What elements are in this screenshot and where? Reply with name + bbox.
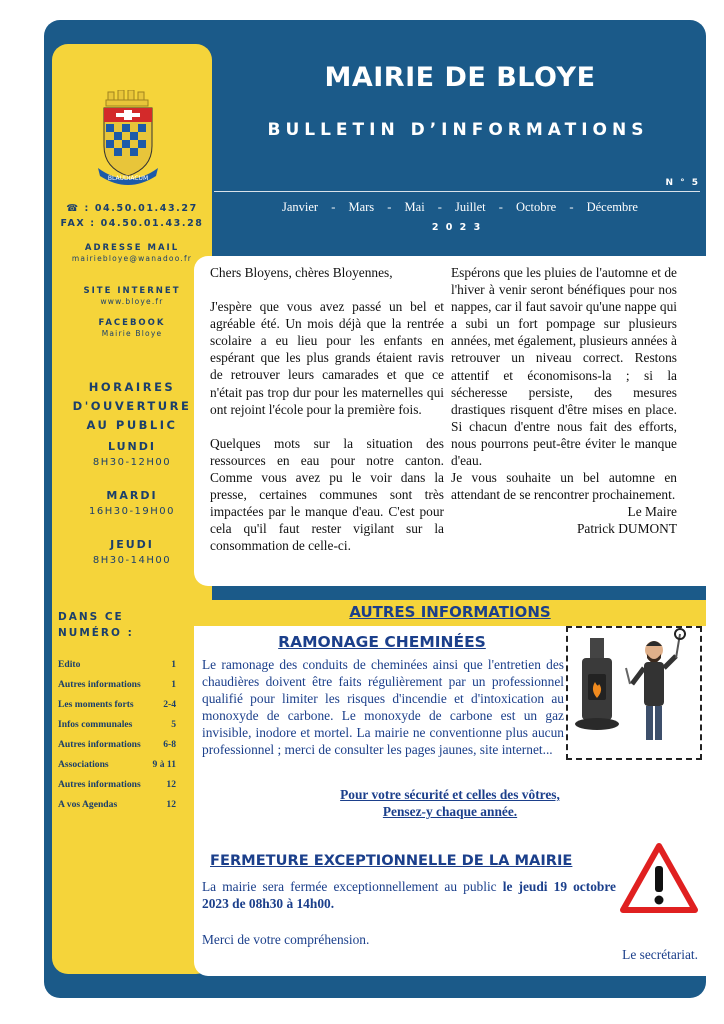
- logo-motto: BLAUDIACUM: [107, 175, 149, 182]
- month-label: Décembre: [586, 200, 638, 214]
- month-separator: -: [498, 200, 503, 214]
- toc-item-label: Autres informations: [58, 739, 141, 750]
- toc-item-label: Infos communales: [58, 719, 133, 730]
- page-subtitle: BULLETIN D’INFORMATIONS: [267, 120, 649, 140]
- publication-year: 2 0 2 3: [431, 222, 483, 233]
- closure-date: le jeudi 19 octobre 2023 de 08h30 à 14h00.: [202, 879, 616, 912]
- hours-title-line: D'OUVERTURE: [72, 399, 192, 413]
- month-separator: -: [331, 200, 336, 214]
- month-label: Juillet: [455, 200, 486, 214]
- page-title: MAIRIE DE BLOYE: [324, 62, 596, 93]
- fax-number: FAX : 04.50.01.43.28: [60, 218, 204, 229]
- publication-months: [282, 200, 638, 215]
- toc-item-page: 6-8: [163, 739, 176, 750]
- month-label: Octobre: [515, 200, 557, 214]
- toc-item-label: Associations: [58, 759, 109, 770]
- section-heading: AUTRES INFORMATIONS: [349, 603, 551, 621]
- safety-reminder: [250, 786, 650, 820]
- editorial-paragraph: Je vous souhaite un bel automne en attendant de se rencontrer prochainement.: [451, 470, 677, 503]
- warning-icon: [619, 842, 699, 914]
- toc-item[interactable]: [58, 797, 176, 817]
- editorial-paragraph: J'espère que vous avez passé un bel et agréable été. Un mois déjà que la rentrée scolaire a eu lieu pour les enfants en espérant que les plus grands étaient ravis de retrouver leurs camarades et que ce n'était pas trop dur pour les maternelles qui ont rejoint l'école pour la première fois.: [210, 299, 444, 417]
- toc-item-label: Les moments forts: [58, 699, 134, 710]
- editorial-paragraph: Espérons que les pluies de l'automne et de l'hiver à venir seront bénéfiques pour nos nappes, car il faut savoir qu'une nappe qui a subi un fort pompage sur plusieurs années, met également, plusieurs années à retrouver un niveau correct. Restons attentif et économisons-la ; si la sécheresse persiste, des mesures drastiques risquent d'être mises en place. Si chacun d'entre nous fait des efforts, nous pourrons peut-être éviter le manque d'eau.: [451, 265, 677, 469]
- month-label: Janvier: [282, 200, 319, 214]
- signature-name: Patrick DUMONT: [576, 521, 677, 537]
- toc-item[interactable]: [58, 777, 176, 797]
- secretariat-signature: Le secrétariat.: [622, 947, 698, 962]
- toc-item-label: Autres informations: [58, 779, 141, 790]
- toc-title-line: DANS CE: [58, 611, 124, 623]
- ramonage-text: Le ramonage des conduits de cheminées ainsi que l'entretien des chaudières doivent être faits régulièrement par un professionnel qualifié pour limiter les risques d'incendie et d'intoxication au monoxyde de carbone. Le monoxyde de carbone est un gaz invisible, inodore et mortel. La mairie ne conventionne plus aucun professionnel ; merci de consulter les pages jaunes, site internet...: [202, 657, 564, 758]
- toc-item-label: Edito: [58, 659, 81, 670]
- hours-title: [52, 378, 212, 435]
- signature-role: Le Maire: [627, 504, 677, 520]
- month-label: Mai: [404, 200, 425, 214]
- closure-text: [202, 878, 616, 913]
- toc-item[interactable]: [58, 717, 176, 737]
- coat-of-arms-logo: [96, 90, 162, 192]
- toc-item[interactable]: [58, 737, 176, 757]
- safety-line: Pensez-y chaque année.: [382, 804, 518, 819]
- toc-item-page: 5: [171, 719, 176, 730]
- phone-number: ☎ : 04.50.01.43.27: [66, 203, 198, 214]
- email-address[interactable]: mairiebloye@wanadoo.fr: [71, 254, 193, 263]
- toc-item-label: Autres informations: [58, 679, 141, 690]
- editorial-column-right: [451, 264, 677, 538]
- issue-number: N ° 5: [665, 178, 700, 188]
- toc-title-line: NUMÉRO :: [58, 627, 134, 639]
- hours-day: MARDI: [106, 489, 158, 502]
- toc-item[interactable]: [58, 697, 176, 717]
- website-link[interactable]: www.bloye.fr: [100, 297, 164, 306]
- facebook-label: FACEBOOK: [98, 318, 166, 328]
- website-label: SITE INTERNET: [83, 286, 181, 296]
- toc-item-page: 12: [166, 799, 176, 810]
- toc-item-label: A vos Agendas: [58, 799, 118, 810]
- toc-item-page: 1: [171, 679, 176, 690]
- editorial-paragraph: Quelques mots sur la situation des ressources en eau pour notre canton. Comme vous avez pu le voir dans la presse, certaines communes sont très impactées par le manque d'eau. C'est pour cela qu'il faut rester vigilant sur la consommation de celle-ci.: [210, 435, 444, 554]
- thanks-text: Merci de votre compréhension.: [202, 932, 370, 947]
- month-separator: -: [437, 200, 442, 214]
- facebook-link[interactable]: Mairie Bloye: [101, 329, 163, 338]
- hours-title-line: HORAIRES: [88, 380, 176, 394]
- toc-title: [58, 609, 134, 641]
- toc-item[interactable]: [58, 657, 176, 677]
- email-label: ADRESSE MAIL: [84, 243, 180, 253]
- toc-item[interactable]: [58, 677, 176, 697]
- safety-line: Pour votre sécurité et celles des vôtres,: [340, 787, 560, 802]
- hours-time: 8H30-14H00: [92, 555, 172, 566]
- month-label: Mars: [348, 200, 375, 214]
- hours-time: 8H30-12H00: [92, 457, 172, 468]
- table-of-contents: [58, 657, 176, 817]
- header-divider: [214, 191, 700, 192]
- closure-heading: FERMETURE EXCEPTIONNELLE DE LA MAIRIE: [210, 852, 573, 869]
- editorial-column-left: [210, 264, 444, 554]
- chimney-sweep-illustration: [566, 626, 702, 760]
- closure-text-main: La mairie sera fermée exceptionnellement au public: [202, 879, 497, 894]
- editorial-greeting: Chers Bloyens, chères Bloyennes,: [210, 265, 393, 280]
- hours-day: JEUDI: [110, 538, 154, 551]
- toc-item-page: 2-4: [163, 699, 176, 710]
- toc-item-page: 9 à 11: [152, 759, 176, 770]
- month-separator: -: [387, 200, 392, 214]
- toc-item-page: 1: [171, 659, 176, 670]
- hours-time: 16H30-19H00: [88, 506, 176, 517]
- toc-item-page: 12: [166, 779, 176, 790]
- hours-day: LUNDI: [108, 440, 156, 453]
- toc-item[interactable]: [58, 757, 176, 777]
- ramonage-heading: RAMONAGE CHEMINÉES: [278, 633, 486, 651]
- hours-title-line: AU PUBLIC: [86, 418, 178, 432]
- month-separator: -: [569, 200, 574, 214]
